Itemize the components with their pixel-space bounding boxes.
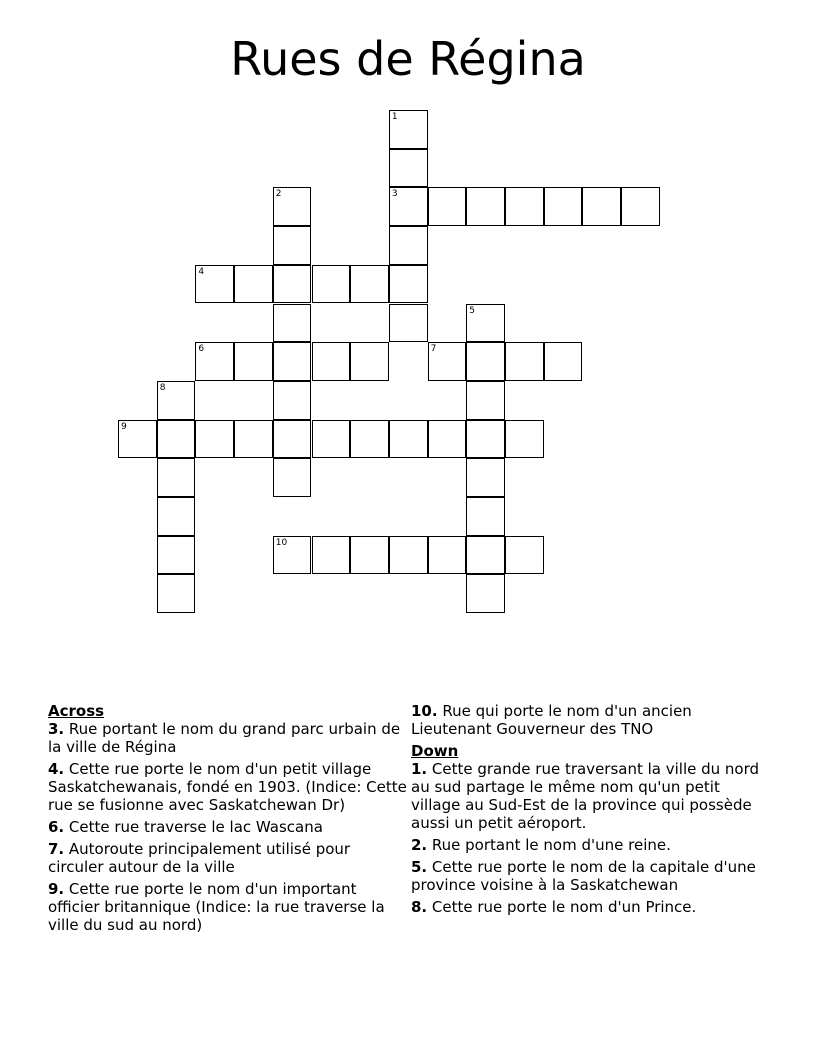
grid-cell[interactable] — [466, 420, 505, 459]
clue-across-10 — [411, 702, 771, 738]
grid-cell[interactable] — [505, 536, 544, 575]
clue-text: Autoroute principalement utilisé pour circuler autour de la ville — [48, 840, 351, 876]
cell-number: 6 — [198, 344, 205, 355]
grid-cell[interactable] — [466, 342, 505, 381]
grid-cell[interactable] — [273, 187, 312, 226]
clue-across-9 — [48, 880, 408, 934]
clue-down-5 — [411, 858, 771, 894]
grid-cell[interactable] — [234, 265, 273, 304]
grid-cell[interactable] — [466, 187, 505, 226]
grid-cell[interactable] — [466, 536, 505, 575]
clue-number: 1. — [411, 760, 428, 778]
grid-cell[interactable] — [389, 420, 428, 459]
clue-number: 3. — [48, 720, 65, 738]
clue-text: Rue portant le nom du grand parc urbain de la ville de Régina — [48, 720, 401, 756]
cell-number: 4 — [198, 266, 205, 277]
grid-cell[interactable] — [157, 420, 196, 459]
grid-cell[interactable] — [157, 536, 196, 575]
grid-cell[interactable] — [350, 265, 389, 304]
grid-cell[interactable] — [389, 304, 428, 343]
clue-text: Rue portant le nom d'une reine. — [427, 836, 671, 854]
grid-cell[interactable] — [505, 342, 544, 381]
grid-cell[interactable] — [389, 187, 428, 226]
clue-down-8 — [411, 898, 771, 916]
down-heading: Down — [411, 742, 459, 760]
clue-text: Cette rue porte le nom de la capitale d'une province voisine à la Saskatchewan — [411, 858, 756, 894]
clues-column-left — [48, 702, 408, 938]
grid-cell[interactable] — [466, 497, 505, 536]
clue-text: Cette rue traverse le lac Wascana — [64, 818, 323, 836]
grid-cell[interactable] — [428, 342, 467, 381]
grid-cell[interactable] — [466, 458, 505, 497]
grid-cell[interactable] — [544, 342, 583, 381]
grid-cell[interactable] — [273, 458, 312, 497]
grid-cell[interactable] — [195, 265, 234, 304]
cell-number: 5 — [469, 305, 476, 316]
grid-cell[interactable] — [273, 536, 312, 575]
grid-cell[interactable] — [350, 536, 389, 575]
cell-number: 9 — [121, 421, 127, 432]
clue-number: 10. — [411, 702, 438, 720]
clue-text: Rue qui porte le nom d'un ancien Lieutenant Gouverneur des TNO — [411, 702, 692, 738]
cell-number: 1 — [391, 112, 398, 122]
grid-cell[interactable] — [273, 226, 312, 265]
grid-cell[interactable] — [621, 187, 660, 226]
cell-number: 10 — [275, 537, 288, 548]
grid-cell[interactable] — [466, 574, 505, 613]
clue-number: 6. — [48, 818, 65, 836]
grid-cell[interactable] — [273, 381, 312, 420]
grid-cell[interactable] — [350, 342, 389, 381]
grid-cell[interactable] — [157, 497, 196, 536]
grid-cell[interactable] — [157, 574, 196, 613]
across-heading: Across — [48, 702, 105, 720]
clue-across-6 — [48, 818, 408, 836]
grid-cell[interactable] — [312, 536, 351, 575]
grid-cell[interactable] — [389, 110, 428, 149]
clue-number: 9. — [48, 880, 65, 898]
grid-cell[interactable] — [273, 265, 312, 304]
cell-number: 7 — [430, 344, 437, 355]
cell-number: 2 — [275, 189, 282, 200]
grid-cell[interactable] — [273, 420, 312, 459]
grid-cell[interactable] — [389, 226, 428, 265]
grid-cell[interactable] — [428, 536, 467, 575]
grid-cell[interactable] — [428, 420, 467, 459]
grid-cell[interactable] — [273, 304, 312, 343]
grid-cell[interactable] — [312, 265, 351, 304]
grid-cell[interactable] — [428, 187, 467, 226]
grid-cell[interactable] — [389, 149, 428, 188]
clue-number: 2. — [411, 836, 428, 854]
clues-column-right — [411, 702, 771, 920]
clue-across-4 — [48, 760, 408, 814]
grid-cell[interactable] — [350, 420, 389, 459]
grid-cell[interactable] — [466, 381, 505, 420]
clue-down-1 — [411, 760, 771, 832]
grid-cell[interactable] — [466, 304, 505, 343]
clue-text: Cette rue porte le nom d'un important officier britannique (Indice: la rue traverse la ville du sud au nord) — [48, 880, 385, 934]
clue-number: 5. — [411, 858, 428, 876]
grid-cell[interactable] — [544, 187, 583, 226]
grid-cell[interactable] — [234, 342, 273, 381]
grid-cell[interactable] — [312, 342, 351, 381]
clue-across-3 — [48, 720, 408, 756]
grid-cell[interactable] — [273, 342, 312, 381]
grid-cell[interactable] — [157, 381, 196, 420]
clue-text: Cette rue porte le nom d'un Prince. — [427, 898, 697, 916]
clue-text: Cette rue porte le nom d'un petit village Saskatchewanais, fondé en 1903. (Indice: Cette rue se fusionne avec Saskatchewan Dr) — [48, 760, 407, 814]
puzzle-title: Rues de Régina — [230, 32, 586, 86]
grid-cell[interactable] — [389, 265, 428, 304]
cell-number: 3 — [391, 189, 398, 200]
clue-number: 4. — [48, 760, 65, 778]
grid-cell[interactable] — [234, 420, 273, 459]
grid-cell[interactable] — [505, 187, 544, 226]
grid-cell[interactable] — [505, 420, 544, 459]
grid-cell[interactable] — [312, 420, 351, 459]
grid-cell[interactable] — [195, 342, 234, 381]
grid-cell[interactable] — [118, 420, 157, 459]
grid-cell[interactable] — [582, 187, 621, 226]
grid-cell[interactable] — [157, 458, 196, 497]
cell-number: 8 — [159, 382, 166, 393]
clue-number: 7. — [48, 840, 65, 858]
clue-across-7 — [48, 840, 408, 876]
clue-text: Cette grande rue traversant la ville du nord au sud partage le même nom qu'un petit village au Sud-Est de la province qui possède aussi un petit aéroport. — [411, 760, 760, 832]
grid-cell[interactable] — [389, 536, 428, 575]
clue-number: 8. — [411, 898, 428, 916]
clue-down-2 — [411, 836, 771, 854]
grid-cell[interactable] — [195, 420, 234, 459]
